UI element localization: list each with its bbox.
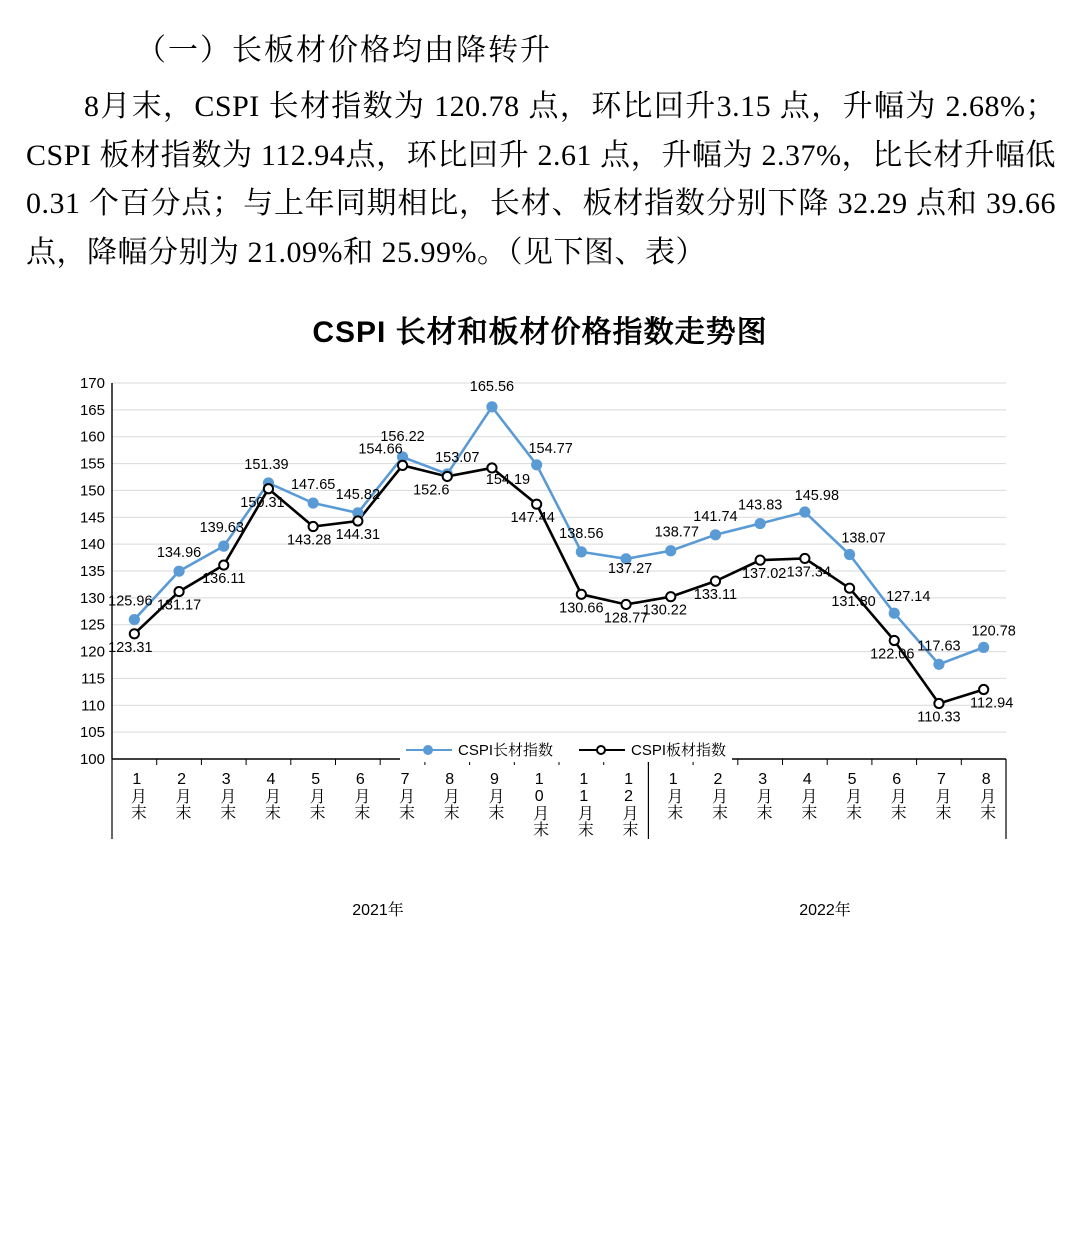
point-label: 127.14 [886,589,931,606]
data-point [845,584,854,593]
point-label: 153.07 [435,450,480,467]
legend-item-changcai [406,739,553,760]
point-label: 138.07 [841,530,886,547]
legend-label-changcai: CSPI长材指数 [458,742,554,760]
chart-legend [400,737,732,762]
data-point [711,577,720,586]
point-label: 143.28 [286,532,332,549]
data-point [532,500,541,509]
point-label: 137.02 [741,566,787,583]
point-label: 154.77 [528,441,573,458]
x-axis-tick-label: 7月末 [932,771,950,821]
x-axis-tick-label: 3月末 [754,771,772,821]
y-axis-tick: 160 [79,429,105,447]
data-point [353,517,362,526]
x-axis-tick-label: 2月末 [709,771,727,821]
y-axis-tick: 155 [79,455,105,473]
x-axis-tick-label: 3月末 [217,771,235,821]
point-label: 112.94 [970,695,1014,712]
point-label: 150.31 [240,495,285,512]
section-heading: （一）长板材价格均由降转升 [136,34,552,67]
x-axis-tick-label: 8月末 [441,771,459,821]
data-point [934,699,943,708]
y-axis-tick: 135 [79,563,105,581]
y-axis-tick: 150 [79,482,105,500]
x-axis-tick-label: 6月末 [351,771,369,821]
point-label: 139.63 [199,520,244,537]
x-axis-tick-label: 12月末 [620,771,638,838]
data-point [577,590,586,599]
data-point [174,567,183,576]
point-label: 154.66 [358,441,403,458]
y-axis-tick: 140 [79,536,105,554]
y-axis-tick: 165 [79,402,105,420]
point-label: 125.96 [108,593,153,610]
point-label: 138.56 [559,526,604,543]
data-point [890,609,899,618]
point-label: 145.82 [335,487,381,504]
point-label: 141.74 [693,509,738,526]
data-point [711,531,720,540]
point-label: 137.27 [607,561,653,578]
point-label: 128.77 [603,610,649,627]
point-label: 143.83 [737,497,783,514]
data-point [666,592,675,601]
x-axis-group-label: 2021年 [352,902,404,920]
y-axis-tick: 120 [79,643,105,661]
x-axis-tick-label: 2月末 [173,771,191,821]
y-axis-tick: 170 [79,375,105,393]
legend-swatch-changcai [406,744,452,756]
data-point [577,548,586,557]
data-point [174,587,183,596]
data-point [800,508,809,517]
point-label: 152.6 [413,482,450,499]
point-label: 147.65 [290,477,336,494]
point-label: 154.19 [485,472,531,489]
point-label: 110.33 [917,709,961,726]
x-axis-tick-label: 11月末 [575,771,593,838]
y-axis-tick: 145 [79,509,105,527]
data-point [666,547,675,556]
y-axis-tick: 100 [79,751,105,769]
point-label: 138.77 [654,525,699,542]
data-point [800,554,809,563]
y-axis-tick: 125 [79,617,105,635]
point-label: 130.22 [642,603,687,620]
data-point [934,660,943,669]
point-label: 133.11 [693,587,738,604]
x-axis-tick-label: 7月末 [396,771,414,821]
point-label: 117.63 [917,638,961,655]
legend-item-bancai [579,739,726,760]
point-label: 144.31 [335,527,381,544]
x-axis-tick-label: 6月末 [888,771,906,821]
x-axis-tick-label: 9月末 [485,771,503,821]
x-axis-tick-label: 1月末 [664,771,682,821]
legend-label-bancai: CSPI板材指数 [631,742,727,760]
point-label: 131.80 [831,594,876,611]
data-point [130,615,139,624]
data-point [979,685,988,694]
data-point [845,550,854,559]
body-paragraph [18,83,1062,277]
x-axis-tick-label: 4月末 [262,771,280,821]
x-axis-tick-label: 1月末 [128,771,146,821]
y-axis-tick: 110 [81,697,105,715]
data-point [219,561,228,570]
x-axis-group-label: 2022年 [799,902,851,920]
data-point [130,630,139,639]
x-axis-tick-label: 10月末 [530,771,548,838]
data-point [756,519,765,528]
legend-swatch-bancai [579,744,625,756]
point-label: 137.34 [786,564,832,581]
point-label: 147.44 [510,510,555,527]
point-label: 123.31 [108,640,153,657]
paragraph-text: 8月末，CSPI 长材指数为 120.78 点，环比回升3.15 点，升幅为 2.68%；CSPI 板材指数为 112.94点，环比回升 2.61 点，升幅为 2.37%，比长材升幅低 0.31 个百分点；与上年同期相比，长材、板材指数分别下降 32.29 点和 39.66 点，降幅分别为 21.09%和 25.99%。（见下图、表） [26,90,1056,269]
point-label: 145.98 [794,488,840,505]
point-label: 120.78 [971,623,1016,640]
x-axis-tick-label: 5月末 [843,771,861,821]
data-point [219,542,228,551]
point-label: 122.06 [870,646,915,663]
point-label: 151.39 [244,457,289,474]
y-axis-tick: 130 [79,590,105,608]
chart-title: CSPI 长材和板材价格指数走势图 [312,316,768,350]
point-label: 131.17 [156,597,202,614]
data-point [979,643,988,652]
x-axis-tick-label: 5月末 [307,771,325,821]
data-point [756,556,765,565]
point-label: 134.96 [156,545,202,562]
y-axis-tick: 115 [81,670,105,688]
data-point [309,499,318,508]
data-point [890,636,899,645]
x-axis-tick-label: 8月末 [977,771,995,821]
chart-container [60,369,1020,920]
data-point [621,600,630,609]
y-axis-tick: 105 [79,724,105,742]
point-label: 136.11 [202,571,246,588]
point-label: 156.22 [380,429,425,446]
x-axis-tick-label: 4月末 [798,771,816,821]
point-label: 130.66 [559,600,604,617]
data-point [309,522,318,531]
point-label: 165.56 [469,379,515,396]
